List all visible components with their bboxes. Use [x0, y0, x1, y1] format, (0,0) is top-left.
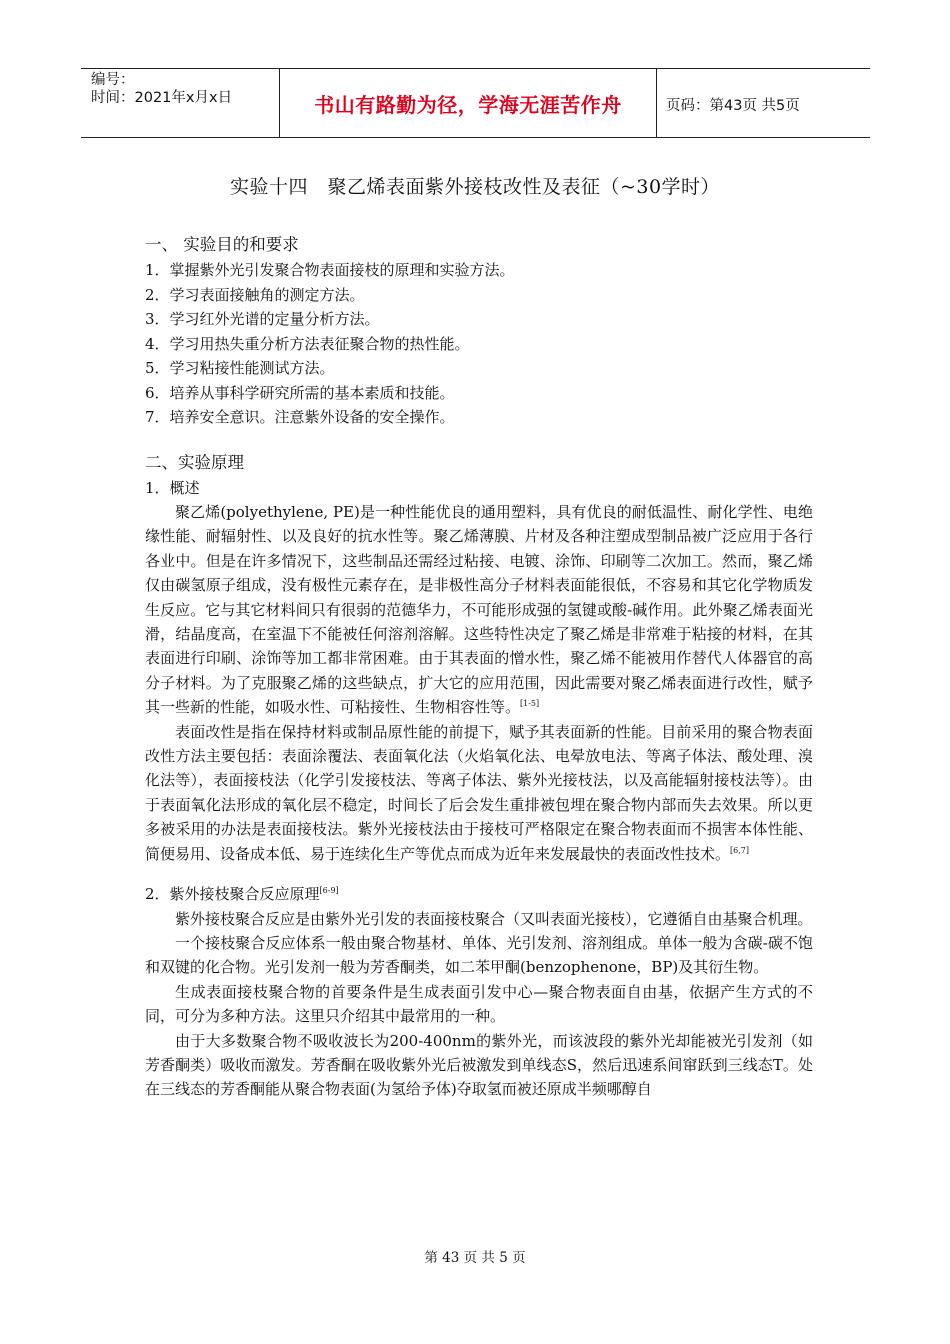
header-meta [91, 71, 279, 107]
page-footer: 第 43 页 共 5 页 [424, 1250, 526, 1266]
citation: [6,7] [730, 845, 749, 855]
header-table [81, 68, 870, 138]
document-body [145, 232, 813, 1102]
list-item: 4．学习用热失重分析方法表征聚合物的热性能。 [145, 334, 470, 353]
section-heading: 一、 实验目的和要求 [145, 235, 299, 254]
header-divider [656, 69, 657, 137]
list-item: 1．掌握紫外光引发聚合物表面接枝的原理和实验方法。 [145, 261, 515, 279]
citation: [1-5] [520, 699, 540, 709]
paragraph: 生成表面接枝聚合物的首要条件是生成表面引发中心—聚合物表面自由基，依据产生方式的不同，可分为多种方法。这里只介绍其中最常用的一种。 [145, 982, 813, 1026]
document-title: 实验十四 聚乙烯表面紫外接枝改性及表征（~30学时） [229, 176, 721, 198]
paragraph: 表面改性是指在保持材料或制品原性能的前提下，赋予其表面新的性能。目前采用的聚合物表面改性方法主要包括：表面涂覆法、表面氧化法（火焰氧化法、电晕放电法、等离子体法、酸处理、溴化法等），表面接枝法（化学引发接枝法、等离子体法、紫外光接枝法，以及高能辐射接枝法等）。由于表面氧化法形成的氧化层不稳定，时间长了后会发生重排被包埋在聚合物内部而失去效果。所以更多被采用的办法是表面接枝法。紫外光接枝法由于接枝可严格限定在聚合物表面而不损害本体性能、简便易用、设备成本低、易于连续化生产等优点而成为近年来发展最快的表面改性技术。[6,7] [145, 722, 813, 863]
header-page-info: 页码：第43页 共5页 [666, 98, 800, 114]
list-item: 7．培养安全意识。注意紫外设备的安全操作。 [145, 408, 455, 426]
paragraph: 由于大多数聚合物不吸收波长为200-400nm的紫外光，而该波段的紫外光却能被光引发剂（如芳香酮类）吸收而激发。芳香酮在吸收紫外光后被激发到单线态S，然后迅速系间窜跃到三线态T。处在三线态的芳香酮能从聚合物表面(为氢给予体)夺取氢而被还原成半频哪醇自 [145, 1031, 813, 1099]
subsection-heading: 1．概述 [145, 478, 200, 497]
list-item: 2．学习表面接触角的测定方法。 [145, 285, 365, 304]
list-item: 3．学习红外光谱的定量分析方法。 [145, 310, 380, 328]
paragraph: 一个接枝聚合反应体系一般由聚合物基材、单体、光引发剂、溶剂组成。单体一般为含碳-碳不饱和双键的化合物。光引发剂一般为芳香酮类，如二苯甲酮(benzophenone，BP)及其衍生物。 [145, 934, 813, 977]
list-item: 6．培养从事科学研究所需的基本素质和技能。 [145, 383, 455, 402]
subsection-heading: 2．紫外接枝聚合反应原理[6-9] [145, 885, 339, 904]
section-heading: 二、实验原理 [145, 452, 244, 472]
header-motto: 书山有路勤为径，学海无涯苦作舟 [314, 93, 622, 117]
number-label: 编号： [91, 72, 135, 88]
citation: [6-9] [319, 886, 339, 896]
time-label: 时间：2021年x月x日 [91, 90, 233, 106]
paragraph: 紫外接枝聚合反应是由紫外光引发的表面接枝聚合（又叫表面光接枝），它遵循自由基聚合机理。 [175, 909, 813, 928]
list-item: 5．学习粘接性能测试方法。 [145, 359, 335, 377]
paragraph: 聚乙烯(polyethylene, PE)是一种性能优良的通用塑料，具有优良的耐低温性、耐化学性、电绝缘性能、耐辐射性、以及良好的抗水性等。聚乙烯薄膜、片材及各种注塑成型制品被广泛应用于各行各业中。但是在许多情况下，这些制品还需经过粘接、电镀、涂饰、印刷等二次加工。然而，聚乙烯仅由碳氢原子组成，没有极性元素存在，是非极性高分子材料表面能很低，不容易和其它化学物质发生反应。它与其它材料间只有很弱的范德华力，不可能形成强的氢键或酸-碱作用。此外聚乙烯表面光滑，结晶度高，在室温下不能被任何溶剂溶解。这些特性决定了聚乙烯是非常难于粘接的材料，在其表面进行印刷、涂饰等加工都非常困难。由于其表面的憎水性，聚乙烯不能被用作替代人体器官的高分子材料。为了克服聚乙烯的这些缺点，扩大它的应用范围，因此需要对聚乙烯表面进行改性，赋予其一些新的性能，如吸水性、可粘接性、生物相容性等。[1-5] [145, 503, 813, 717]
